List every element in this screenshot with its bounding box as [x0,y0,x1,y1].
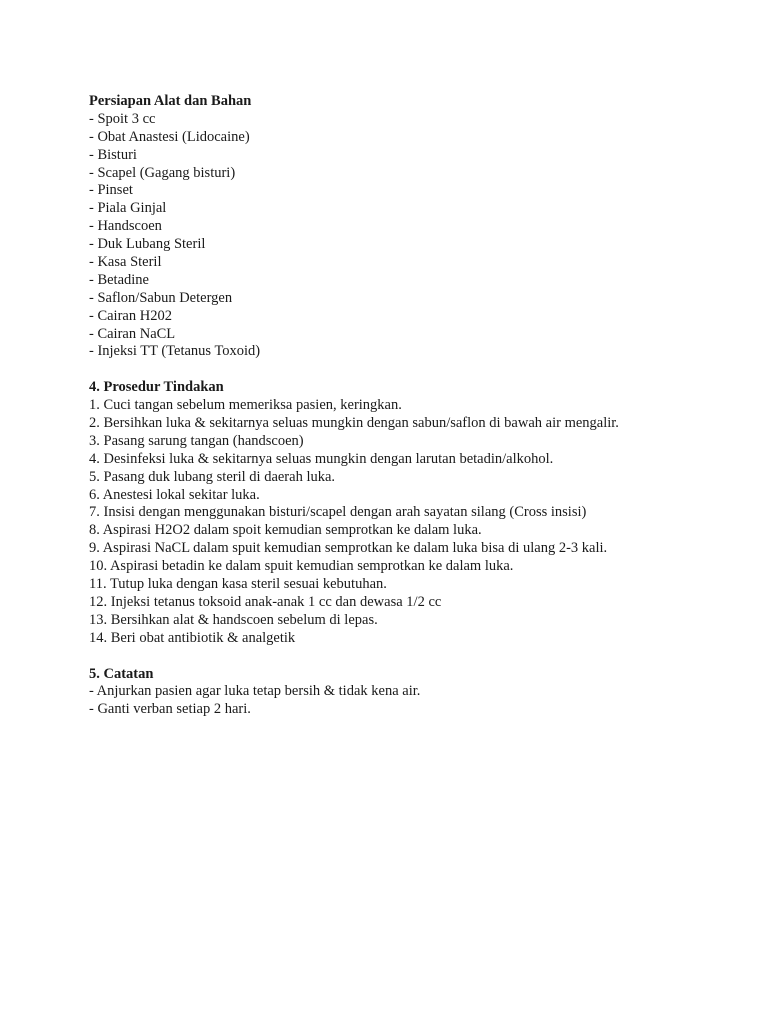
procedure-step: 13. Bersihkan alat & handscoen sebelum di lepas. [89,611,378,628]
list-item: - Cairan H202 [89,307,172,324]
list-item: - Scapel (Gagang bisturi) [89,164,236,181]
procedure-step: 9. Aspirasi NaCL dalam spuit kemudian semprotkan ke dalam luka bisa di ulang 2-3 kali. [89,540,608,557]
section-heading: Persiapan Alat dan Bahan [89,93,252,109]
list-item: - Saflon/Sabun Detergen [89,289,233,306]
section-catatan [89,666,749,720]
list-item: - Kasa Steril [89,254,162,271]
section-prosedur [89,379,749,647]
note-item: - Anjurkan pasien agar luka tetap bersih & tidak kena air. [89,683,421,700]
list-item: - Cairan NaCL [89,325,176,342]
list-item: - Bisturi [89,146,137,163]
procedure-step: 10. Aspirasi betadin ke dalam spuit kemudian semprotkan ke dalam luka. [89,558,514,575]
procedure-step: 7. Insisi dengan menggunakan bisturi/scapel dengan arah sayatan silang (Cross insisi) [89,504,587,521]
procedure-step: 6. Anestesi lokal sekitar luka. [89,486,260,503]
procedure-step: 5. Pasang duk lubang steril di daerah luka. [89,468,336,485]
procedure-step: 4. Desinfeksi luka & sekitarnya seluas mungkin dengan larutan betadin/alkohol. [89,450,554,467]
section-heading: 5. Catatan [89,665,154,682]
list-item: - Duk Lubang Steril [89,236,206,253]
list-item: - Injeksi TT (Tetanus Toxoid) [89,343,261,360]
list-item: - Betadine [89,271,149,288]
procedure-step: 3. Pasang sarung tangan (handscoen) [89,432,304,449]
list-item: - Pinset [89,182,133,199]
list-item: - Obat Anastesi (Lidocaine) [89,128,250,145]
procedure-step: 14. Beri obat antibiotik & analgetik [89,629,296,646]
list-item: - Handscoen [89,218,162,235]
procedure-step: 2. Bersihkan luka & sekitarnya seluas mungkin dengan sabun/saflon di bawah air mengalir. [89,415,619,432]
note-item: - Ganti verban setiap 2 hari. [89,701,251,718]
procedure-step: 11. Tutup luka dengan kasa steril sesuai kebutuhan. [89,576,387,593]
list-item: - Spoit 3 cc [89,110,156,127]
list-item: - Piala Ginjal [89,200,167,217]
procedure-step: 8. Aspirasi H2O2 dalam spoit kemudian semprotkan ke dalam luka. [89,522,482,539]
section-heading: 4. Prosedur Tindakan [89,379,224,396]
document-page [89,93,749,719]
section-persiapan [89,93,749,361]
procedure-step: 12. Injeksi tetanus toksoid anak-anak 1 cc dan dewasa 1/2 cc [89,593,442,610]
procedure-step: 1. Cuci tangan sebelum memeriksa pasien, keringkan. [89,397,402,414]
